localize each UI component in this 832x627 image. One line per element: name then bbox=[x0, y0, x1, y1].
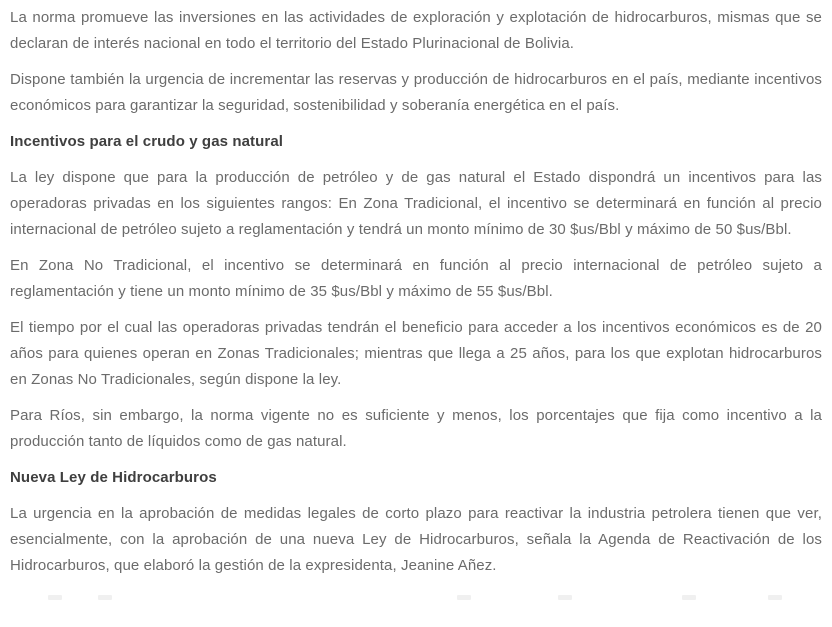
paragraph-urgencia-aprobacion: La urgencia en la aprobación de medidas legales de corto plazo para reactivar la industria petrolera tienen que ver, esencialmente, con la aprobación de una nueva Ley de Hidrocarburos, señala la Agenda de Reactivación de los Hidrocarburos, que elaboró la gestión de la expresidenta, Jeanine Añez. bbox=[10, 505, 822, 574]
paragraph-zona-no-tradicional: En Zona No Tradicional, el incentivo se determinará en función al precio internacional de petróleo sujeto a reglamentación y tiene un monto mínimo de 35 $us/Bbl y máximo de 55 $us/Bbl. bbox=[10, 257, 822, 300]
paragraph-tiempo-beneficio: El tiempo por el cual las operadoras privadas tendrán el beneficio para acceder a los incentivos económicos es de 20 años para quienes operan en Zonas Tradicionales; mientras que llega a 25 años, para los que explotan hidrocarburos en Zonas No Tradicionales, según dispone la ley. bbox=[10, 319, 822, 388]
paragraph-norma-promueve: La norma promueve las inversiones en las actividades de exploración y explotación de hidrocarburos, mismas que se declaran de interés nacional en todo el territorio del Estado Plurinacional de Bolivia. bbox=[10, 9, 822, 52]
section-heading-incentivos: Incentivos para el crudo y gas natural bbox=[10, 133, 284, 150]
clipped-text-remnant bbox=[10, 589, 822, 601]
paragraph-ley-dispone-rangos: La ley dispone que para la producción de petróleo y de gas natural el Estado dispondrá un incentivos para las operadoras privadas en los siguientes rangos: En Zona Tradicional, el incentivo se determinará en función al precio internacional de petróleo sujeto a reglamentación y tendrá un monto mínimo de 30 $us/Bbl y máximo de 50 $us/Bbl. bbox=[10, 169, 822, 238]
paragraph-dispone-urgencia: Dispone también la urgencia de incrementar las reservas y producción de hidrocarburos en el país, mediante incentivos económicos para garantizar la seguridad, sostenibilidad y soberanía energética en el país. bbox=[10, 71, 822, 114]
section-heading-nueva-ley: Nueva Ley de Hidrocarburos bbox=[10, 469, 217, 486]
paragraph-para-rios: Para Ríos, sin embargo, la norma vigente no es suficiente y menos, los porcentajes que fija como incentivo a la producción tanto de líquidos como de gas natural. bbox=[10, 407, 822, 450]
